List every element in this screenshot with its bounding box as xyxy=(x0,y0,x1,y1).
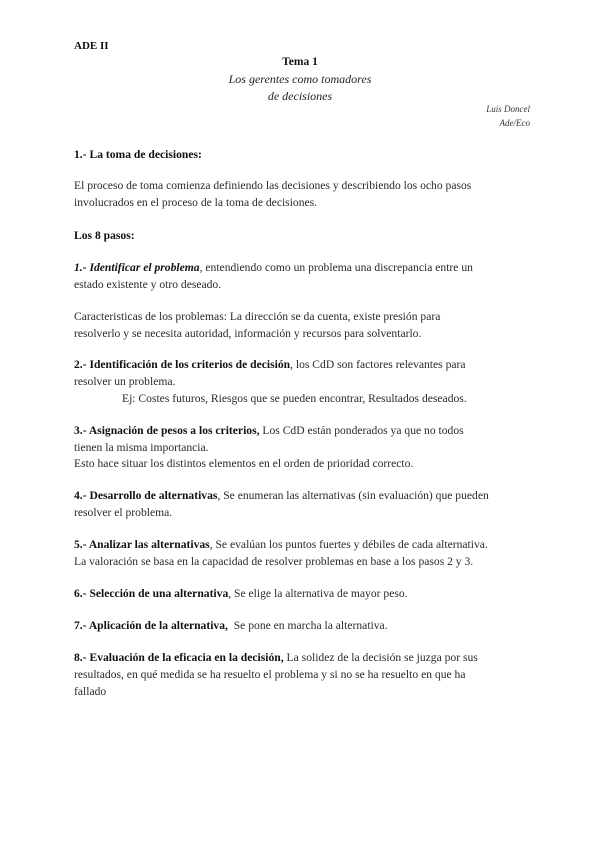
step-1-extra-1: Caracteristicas de los problemas: La dirección se da cuenta, existe presión para xyxy=(74,310,441,323)
step-6-line-1: 6.- Selección de una alternativa, Se elige la alternativa de mayor peso. xyxy=(74,587,408,600)
step-5-line-2: La valoración se basa en la capacidad de resolver problemas en base a los pasos 2 y 3. xyxy=(74,555,474,568)
step-2-line-2: resolver un problema. xyxy=(74,375,176,388)
topic-title: Tema 1 xyxy=(282,56,318,68)
step-5-line-1: 5.- Analizar las alternativas, Se evalúan los puntos fuertes y débiles de cada alternativa. xyxy=(74,538,488,551)
step-2-line-1: 2.- Identificación de los criterios de decisión, los CdD son factores relevantes para xyxy=(74,358,466,371)
step-1-line-2: estado existente y otro deseado. xyxy=(74,278,222,291)
step-8-line-2: resultados, en qué medida se ha resuelto el problema y si no se ha resuelto en que ha xyxy=(74,668,466,681)
step-4-line-2: resolver el problema. xyxy=(74,506,173,519)
course-label: ADE II xyxy=(74,40,109,52)
step-1-extra-2: resolverlo y se necesita autoridad, información y recursos para solventarlo. xyxy=(74,327,422,340)
step-3-line-2: tienen la misma importancia. xyxy=(74,441,209,454)
step-2-example: Ej: Costes futuros, Riesgos que se pueden encontrar, Resultados deseados. xyxy=(122,392,467,405)
step-3-line-3: Esto hace situar los distintos elementos en el orden de prioridad correcto. xyxy=(74,457,414,470)
step-8-line-1: 8.- Evaluación de la eficacia en la decisión, La solidez de la decisión se juzga por sus xyxy=(74,651,478,664)
step-7-line-1: 7.- Aplicación de la alternativa, Se pone en marcha la alternativa. xyxy=(74,619,388,632)
author-degree: Ade/Eco xyxy=(499,118,530,128)
intro-line-1: El proceso de toma comienza definiendo las decisiones y describiendo los ocho pasos xyxy=(74,179,472,192)
step-4-line-1: 4.- Desarrollo de alternativas, Se enumeran las alternativas (sin evaluación) que pueden xyxy=(74,489,489,502)
topic-subtitle-line2: de decisiones xyxy=(267,89,333,103)
step-1-line-1: 1.- Identificar el problema, entendiendo como un problema una discrepancia entre un xyxy=(74,261,473,274)
step-8-line-3: fallado xyxy=(74,685,107,698)
step-3-line-1: 3.- Asignación de pesos a los criterios, Los CdD están ponderados ya que no todos xyxy=(74,424,464,437)
steps-heading: Los 8 pasos: xyxy=(74,229,135,242)
topic-subtitle-line1: Los gerentes como tomadores xyxy=(228,72,372,86)
section-heading: 1.- La toma de decisiones: xyxy=(74,148,202,161)
intro-line-2: involucrados en el proceso de la toma de decisiones. xyxy=(74,196,318,209)
author-name: Luis Doncel xyxy=(486,104,530,114)
